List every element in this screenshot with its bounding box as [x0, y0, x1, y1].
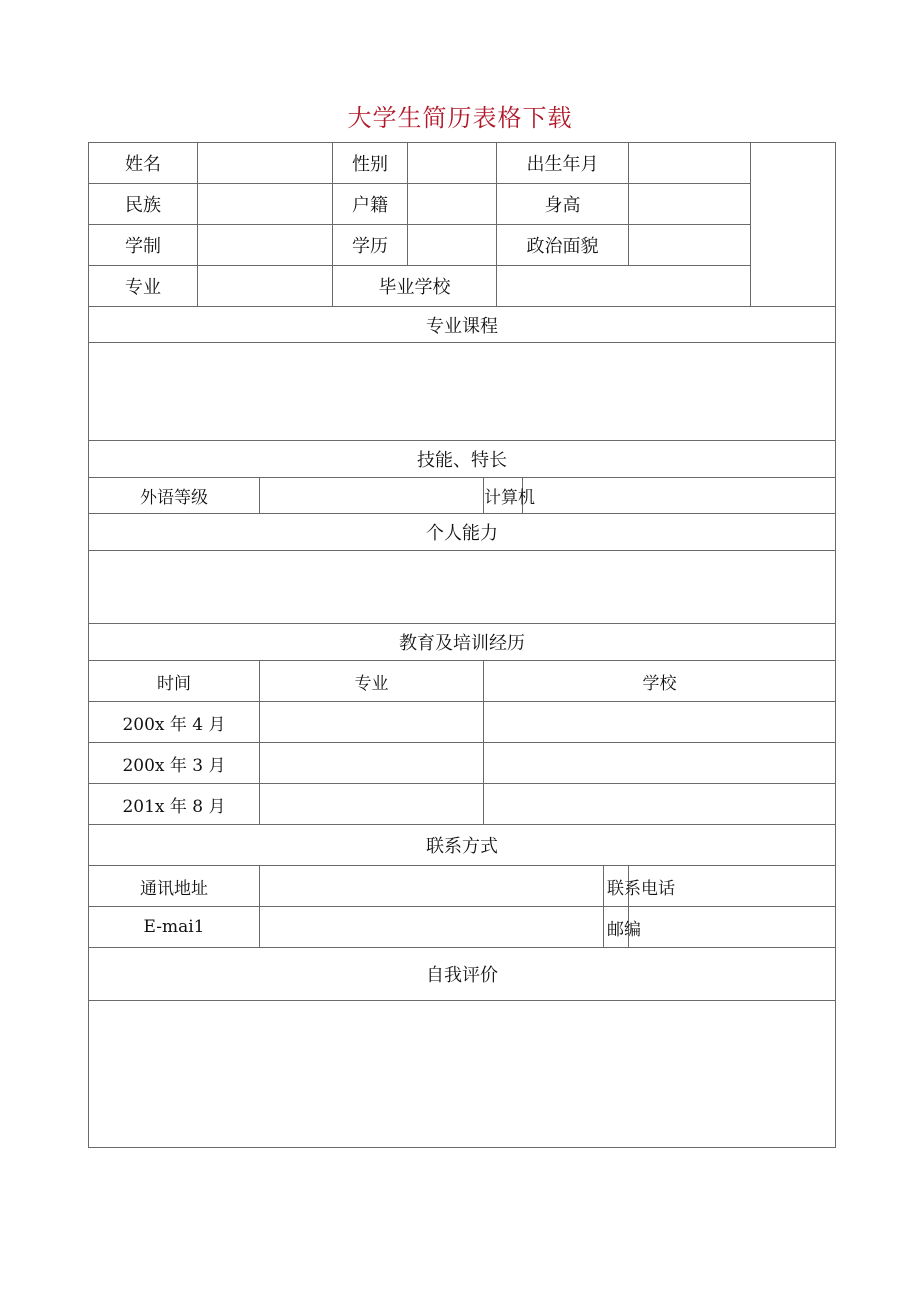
- political-label: 政治面貌: [497, 225, 629, 266]
- ethnicity-value[interactable]: [198, 184, 333, 225]
- computer-value[interactable]: [523, 478, 836, 514]
- column-header: 时间: [89, 661, 260, 702]
- gender-value[interactable]: [408, 143, 497, 184]
- page-title: 大学生简历表格下载: [347, 104, 573, 132]
- email-value[interactable]: [260, 907, 604, 948]
- address-value[interactable]: [260, 866, 604, 907]
- ability-content[interactable]: [89, 551, 836, 624]
- courses-content[interactable]: [89, 343, 836, 441]
- table-row: [89, 784, 836, 825]
- basic-info-row: [89, 266, 836, 307]
- ethnicity-label: 民族: [89, 184, 198, 225]
- address-label: 通讯地址: [89, 866, 260, 907]
- education-time: 200x 年 4 月: [89, 702, 260, 743]
- education-time: 200x 年 3 月: [89, 743, 260, 784]
- birth-label: 出生年月: [497, 143, 629, 184]
- education-header-row: [89, 661, 836, 702]
- basic-info-row: [89, 143, 836, 184]
- name-value[interactable]: [198, 143, 333, 184]
- education-school-cell[interactable]: [484, 743, 836, 784]
- education-label: 学历: [333, 225, 408, 266]
- resume-table: [88, 142, 836, 1148]
- self-evaluation-heading: 自我评价: [89, 948, 836, 1001]
- computer-label: 计算机: [484, 478, 523, 514]
- email-label: E-mai1: [89, 907, 260, 948]
- education-time: 201x 年 8 月: [89, 784, 260, 825]
- gender-label: 性别: [333, 143, 408, 184]
- education-school-cell[interactable]: [484, 784, 836, 825]
- ability-heading: 个人能力: [89, 514, 836, 551]
- phone-label: 联系电话: [604, 866, 629, 907]
- graduated-school-value[interactable]: [497, 266, 751, 307]
- education-school-cell[interactable]: [484, 702, 836, 743]
- schooling-value[interactable]: [198, 225, 333, 266]
- education-major-cell[interactable]: [260, 784, 484, 825]
- postcode-label: 邮编: [604, 907, 629, 948]
- height-value[interactable]: [629, 184, 751, 225]
- education-value[interactable]: [408, 225, 497, 266]
- language-level-label: 外语等级: [89, 478, 260, 514]
- education-major-cell[interactable]: [260, 743, 484, 784]
- self-evaluation-content[interactable]: [89, 1001, 836, 1148]
- table-row: [89, 702, 836, 743]
- schooling-label: 学制: [89, 225, 198, 266]
- basic-info-row: [89, 184, 836, 225]
- height-label: 身高: [497, 184, 629, 225]
- birth-value[interactable]: [629, 143, 751, 184]
- postcode-value[interactable]: [629, 907, 836, 948]
- contact-heading: 联系方式: [89, 825, 836, 866]
- skills-heading: 技能、特长: [89, 441, 836, 478]
- political-value[interactable]: [629, 225, 751, 266]
- language-level-value[interactable]: [260, 478, 484, 514]
- column-header: 专业: [260, 661, 484, 702]
- name-label: 姓名: [89, 143, 198, 184]
- column-header: 学校: [484, 661, 836, 702]
- hukou-label: 户籍: [333, 184, 408, 225]
- major-label: 专业: [89, 266, 198, 307]
- major-value[interactable]: [198, 266, 333, 307]
- education-history-heading: 教育及培训经历: [89, 624, 836, 661]
- courses-heading: 专业课程: [89, 307, 836, 343]
- education-major-cell[interactable]: [260, 702, 484, 743]
- hukou-value[interactable]: [408, 184, 497, 225]
- photo-box[interactable]: [751, 143, 836, 307]
- basic-info-row: [89, 225, 836, 266]
- graduated-school-label: 毕业学校: [333, 266, 497, 307]
- table-row: [89, 743, 836, 784]
